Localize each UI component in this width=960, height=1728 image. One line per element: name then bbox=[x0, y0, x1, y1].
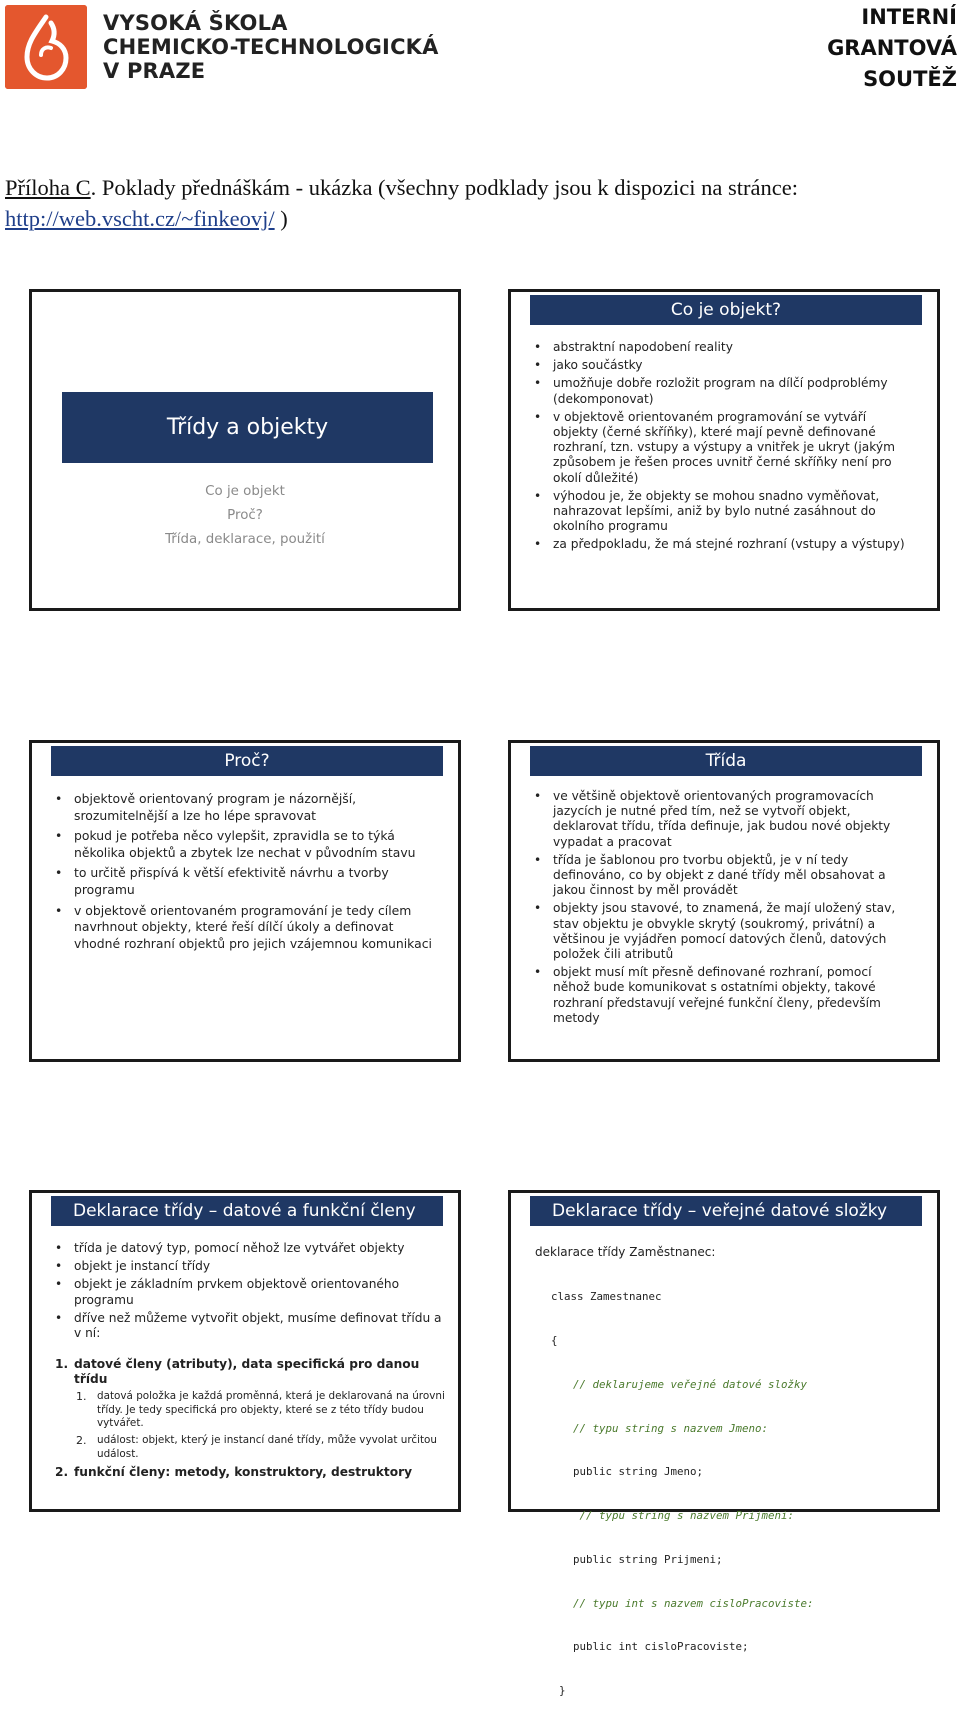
numbered-item bbox=[52, 1465, 447, 1480]
grant-tag-line: SOUTĚŽ bbox=[863, 67, 957, 91]
bullet-list bbox=[52, 1241, 442, 1344]
school-name-line: CHEMICKO-TECHNOLOGICKÁ bbox=[103, 35, 439, 59]
slide-thumbnail-1[interactable] bbox=[29, 289, 461, 611]
code-line: { bbox=[551, 1333, 558, 1347]
code-comment-line: // deklarujeme veřejné datové složky bbox=[573, 1377, 808, 1391]
slide-subtitle: Co je objekt bbox=[205, 484, 285, 499]
slide-subtitle: Proč? bbox=[227, 508, 263, 523]
grant-tag-line: INTERNÍ bbox=[861, 5, 957, 29]
list-item: • ve většině objektově orientovaných programovacích jazycích je nutné před tím, než se vytvoří objekt, deklarovat třídu, třída definuje, jak budou nové objekty vypadat a pracovat bbox=[531, 789, 911, 850]
slide-title: Proč? bbox=[51, 746, 443, 776]
list-item: • abstraktní napodobení reality bbox=[531, 340, 911, 355]
list-item: • objekt je základním prvkem objektově orientovaného programu bbox=[52, 1277, 442, 1307]
sub-item-text: datová položka je každá proměnná, která je deklarovaná na úrovni třídy. Je tedy specifická pro objekty, které se z této třídy budou vytvářet. bbox=[97, 1390, 445, 1429]
flame-logo-icon bbox=[5, 5, 87, 89]
grant-tag-line: GRANTOVÁ bbox=[827, 36, 957, 60]
sub-item-number: 2. bbox=[76, 1434, 87, 1448]
sub-item-text: událost: objekt, který je instancí dané třídy, může vyvolat určitou událost. bbox=[97, 1434, 437, 1460]
list-item: • jako součástky bbox=[531, 358, 911, 373]
code-intro: deklarace třídy Zaměstnanec: bbox=[535, 1245, 716, 1259]
code-line: } bbox=[559, 1684, 566, 1698]
bullet-list bbox=[52, 791, 432, 956]
school-logo bbox=[5, 5, 87, 89]
code-comment-line: // typu int s nazvem cisloPracoviste: bbox=[573, 1596, 814, 1610]
list-item: • objektově orientovaný program je názornější, srozumitelnější a lze ho lépe spravovat bbox=[52, 791, 432, 824]
code-line: public string Jmeno; bbox=[573, 1465, 704, 1479]
item-text: funkční členy: metody, konstruktory, destruktory bbox=[74, 1464, 413, 1479]
slide-title: Deklarace třídy – datové a funkční členy bbox=[51, 1196, 443, 1226]
slide-subtitles bbox=[32, 480, 458, 552]
school-name-line: VYSOKÁ ŠKOLA bbox=[103, 11, 288, 35]
sub-item bbox=[52, 1434, 447, 1461]
school-name-line: V PRAZE bbox=[103, 59, 206, 83]
list-item: • v objektově orientovaném programování se vytváří objekty (černé skříňky), které mají pevně definované rozhraní, tzn. vstupy a výstupy a vnitřek je ukryt (jakým způsobem je řešen proces uvnitř černé skříňky není pro okolí důležité) bbox=[531, 410, 911, 486]
list-item: • výhodou je, že objekty se mohou snadno vyměňovat, nahrazovat lepšími, aniž by bylo nutné zasáhnout do okolního programu bbox=[531, 489, 911, 535]
list-item: • třída je datový typ, pomocí něhož lze vytvářet objekty bbox=[52, 1241, 442, 1256]
list-item: • objekt je instancí třídy bbox=[52, 1259, 442, 1274]
school-name bbox=[103, 11, 439, 83]
code-comment-line: // typu string s nazvem Jmeno: bbox=[573, 1421, 769, 1435]
code-line: class Zamestnanec bbox=[551, 1290, 662, 1304]
slide-title: Třída bbox=[530, 746, 922, 776]
bullet-list bbox=[531, 340, 911, 556]
list-item: • objekty jsou stavové, to znamená, že mají uložený stav, stav objektu je obvykle skrytý (soukromý, privátní) a většinou je vyjádřen pomocí datových členů, datových položek čili atributů bbox=[531, 901, 911, 962]
item-text: datové členy (atributy), data specifická pro danou třídu bbox=[74, 1357, 420, 1387]
slide-thumbnail-5[interactable] bbox=[29, 1190, 461, 1512]
list-item: • za předpokladu, že má stejné rozhraní (vstupy a výstupy) bbox=[531, 537, 911, 552]
slide-thumbnail-2[interactable] bbox=[508, 289, 940, 611]
sub-item-number: 1. bbox=[76, 1390, 87, 1404]
slide-thumbnail-3[interactable] bbox=[29, 740, 461, 1062]
code-block bbox=[551, 1261, 814, 1728]
slide-subtitle: Třída, deklarace, použití bbox=[165, 532, 325, 547]
slide-title: Deklarace třídy – veřejné datové složky bbox=[530, 1196, 922, 1226]
list-item: • třída je šablonou pro tvorbu objektů, je v ní tedy definováno, co by objekt z dané třídy měl obsahovat a jakou činnost by měl provádět bbox=[531, 853, 911, 899]
item-number: 2. bbox=[55, 1464, 69, 1479]
slide-thumbnail-4[interactable] bbox=[508, 740, 940, 1062]
materials-link[interactable]: http://web.vscht.cz/~finkeovj/ bbox=[5, 206, 275, 231]
code-line: public string Prijmeni; bbox=[573, 1552, 723, 1566]
list-item: • umožňuje dobře rozložit program na dílčí podproblémy (dekomponovat) bbox=[531, 376, 911, 406]
attachment-text: . Poklady přednáškám - ukázka (všechny podklady jsou k dispozici na stránce: bbox=[90, 175, 798, 200]
slide-title: Co je objekt? bbox=[530, 295, 922, 325]
bullet-list bbox=[531, 789, 911, 1029]
code-line: public int cisloPracoviste; bbox=[573, 1640, 749, 1654]
numbered-item bbox=[52, 1357, 447, 1387]
numbered-list bbox=[52, 1357, 447, 1480]
list-item: • objekt musí mít přesně definované rozhraní, pomocí něhož bude komunikovat s ostatními objekty, takové rozhraní představují veřejné funkční členy, především metody bbox=[531, 965, 911, 1026]
attachment-tail: ) bbox=[274, 206, 288, 231]
code-comment-line: // typu string s nazvem Prijmeni: bbox=[573, 1509, 795, 1523]
sub-item bbox=[52, 1390, 447, 1430]
attachment-caption bbox=[5, 172, 955, 234]
grant-tag bbox=[827, 2, 957, 95]
list-item: • pokud je potřeba něco vylepšit, zpravidla se to týká několika objektů a zbytek lze nechat v původním stavu bbox=[52, 828, 432, 861]
list-item: • v objektově orientovaném programování je tedy cílem navrhnout objekty, které řeší dílčí úkoly a definovat vhodné rozhraní objektů pro jejich vzájemnou komunikaci bbox=[52, 903, 432, 953]
slide-title: Třídy a objekty bbox=[62, 392, 433, 463]
attachment-label: Příloha C bbox=[5, 175, 91, 200]
item-number: 1. bbox=[55, 1357, 69, 1371]
list-item: • dříve než můžeme vytvořit objekt, musíme definovat třídu a v ní: bbox=[52, 1311, 442, 1341]
slide-thumbnail-6[interactable] bbox=[508, 1190, 940, 1698]
list-item: • to určitě přispívá k větší efektivitě návrhu a tvorby programu bbox=[52, 865, 432, 898]
